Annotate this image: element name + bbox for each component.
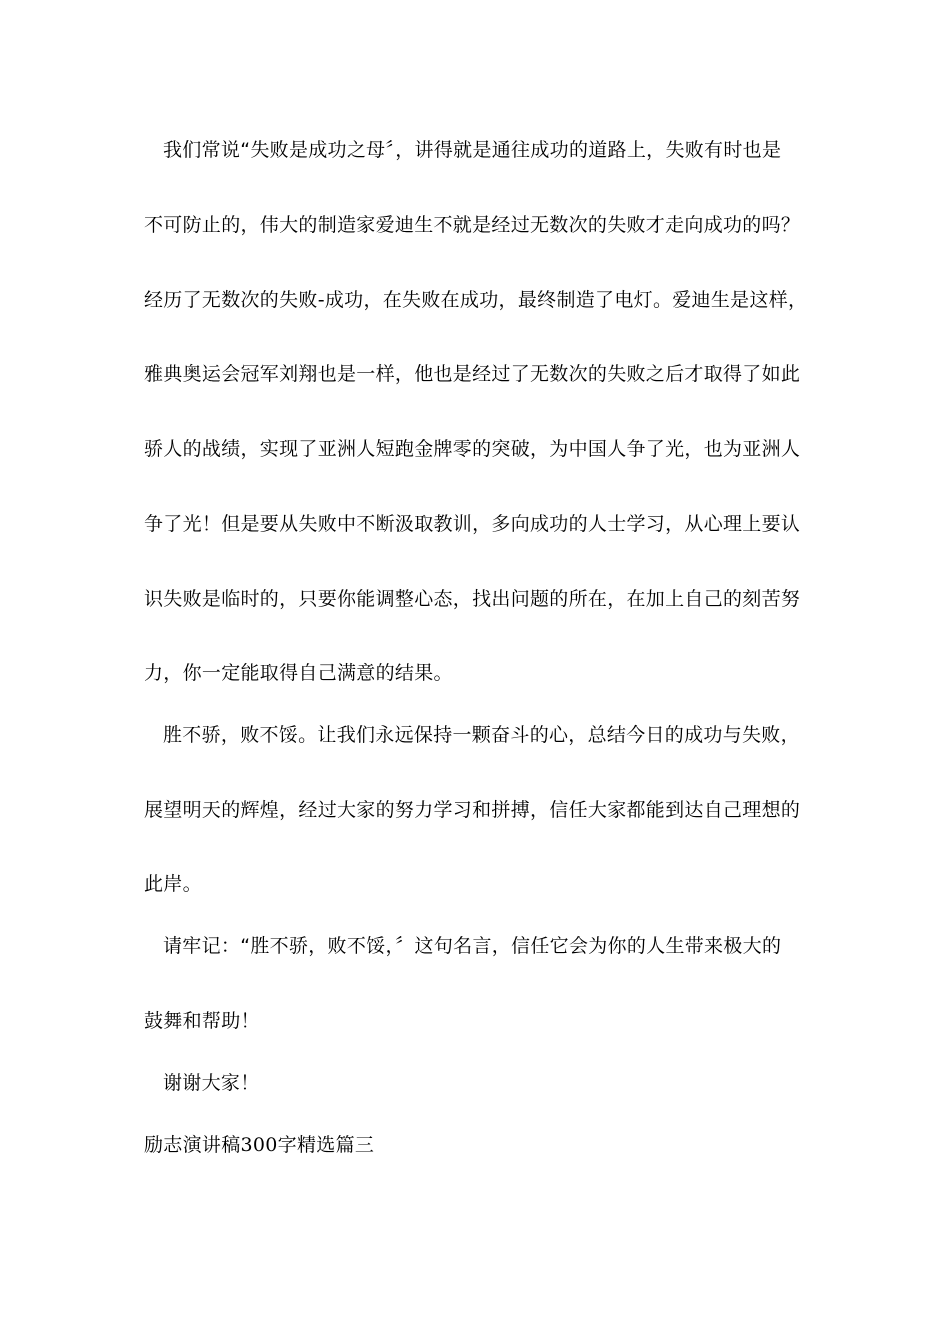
paragraph-1-line-7: 识失败是临时的，只要你能调整心态，找出问题的所在，在加上自己的刻苦努 xyxy=(144,588,801,610)
paragraph-1-line-1: 我们常说“失败是成功之母〞，讲得就是通往成功的道路上，失败有时也是 xyxy=(163,139,782,161)
paragraph-1-line-3: 经历了无数次的失败-成功，在失败在成功，最终制造了电灯。爱迪生是这样， xyxy=(144,289,808,311)
paragraph-4-line-1: 谢谢大家！ xyxy=(163,1072,260,1094)
paragraph-1-line-2: 不可防止的，伟大的制造家爱迪生不就是经过无数次的失败才走向成功的吗？ xyxy=(144,214,801,236)
paragraph-2-line-1: 胜不骄，败不馁。让我们永远保持一颗奋斗的心，总结今日的成功与失败， xyxy=(163,724,800,746)
section-heading: 励志演讲稿300字精选篇三 xyxy=(144,1134,375,1156)
paragraph-3-line-1: 请牢记：“胜不骄，败不馁，〞这句名言，信任它会为你的人生带来极大的 xyxy=(163,935,782,957)
paragraph-1-line-8: 力，你一定能取得自己满意的结果。 xyxy=(144,662,453,684)
paragraph-1-line-5: 骄人的战绩，实现了亚洲人短跑金牌零的突破，为中国人争了光，也为亚洲人 xyxy=(144,438,801,460)
paragraph-1-line-4: 雅典奥运会冠军刘翔也是一样，他也是经过了无数次的失败之后才取得了如此 xyxy=(144,363,801,385)
paragraph-3-line-2: 鼓舞和帮助！ xyxy=(144,1010,260,1032)
paragraph-2-line-2: 展望明天的辉煌，经过大家的努力学习和拼搏，信任大家都能到达自己理想的 xyxy=(144,799,801,821)
paragraph-2-line-3: 此岸。 xyxy=(144,873,202,895)
paragraph-1-line-6: 争了光！但是要从失败中不断汲取教训，多向成功的人士学习，从心理上要认 xyxy=(144,513,801,535)
